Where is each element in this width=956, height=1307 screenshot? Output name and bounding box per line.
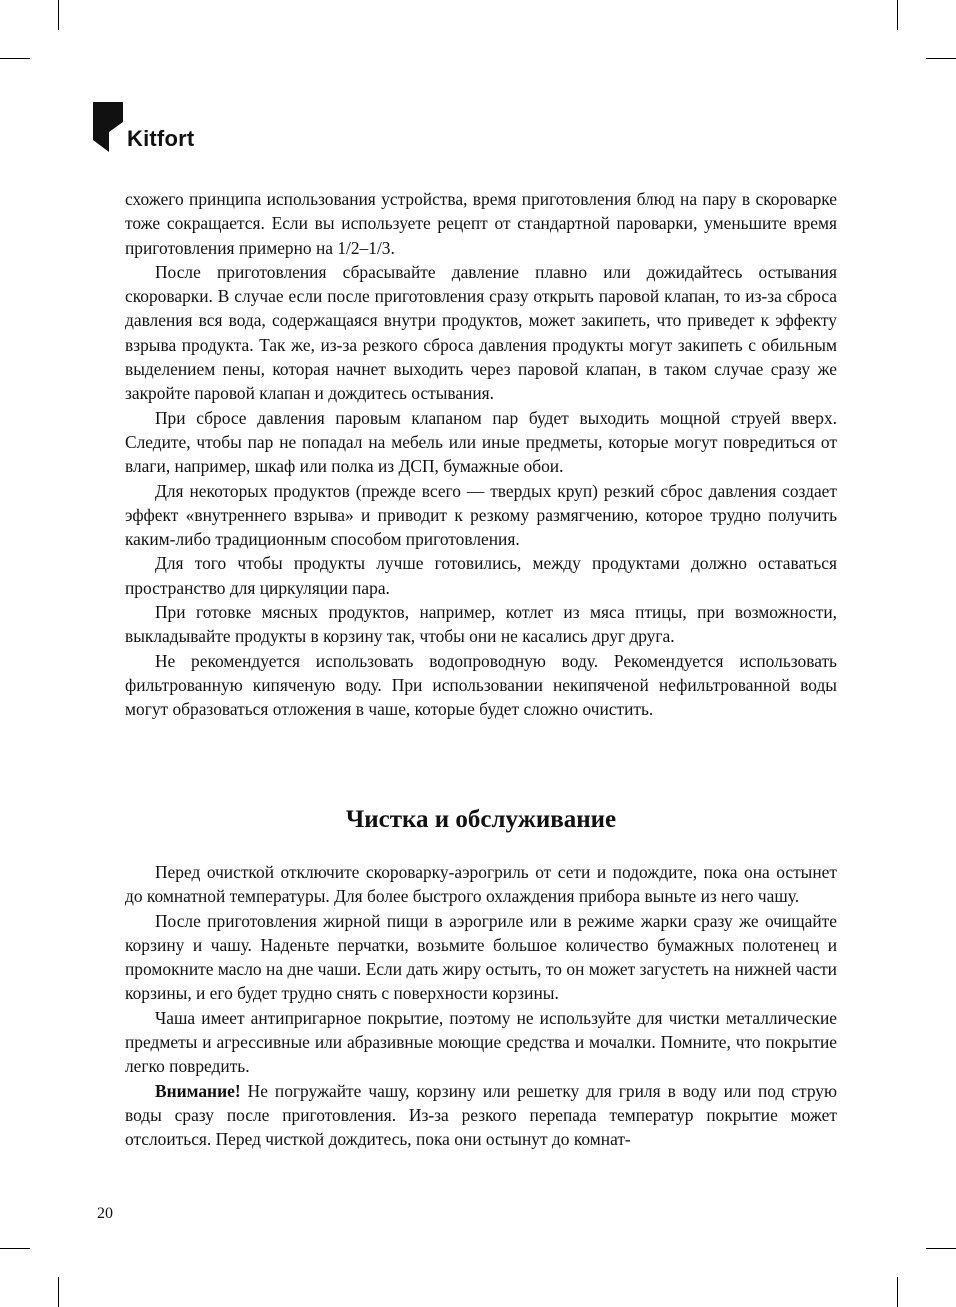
paragraph: При сбросе давления паровым клапаном пар будет выходить мощной струей вверх. Следите, чтобы пар не попадал на мебель или иные предметы, которые могут повредиться от влаги, например, шкаф или полка из ДСП, бумажные обои.: [125, 407, 837, 477]
kitfort-logo-icon: [93, 102, 131, 152]
paragraph: схожего принципа использования устройства, время приготовления блюд на пару в скороварке тоже сокращается. Если вы используете рецепт от стандартной пароварки, уменьшите время приготовления примерно на 1/2–1/3.: [125, 189, 837, 258]
crop-mark: [897, 0, 898, 30]
paragraph: Не рекомендуется использовать водопроводную воду. Рекомендуется использовать фильтрованную кипяченую воду. При использовании некипяченой нефильтрованной воды могут образоваться отложения в чаше, которые будет сложно очистить.: [125, 650, 837, 720]
paragraph: При готовке мясных продуктов, например, котлет из мяса птицы, при возможности, выкладывайте продукты в корзину так, чтобы они не касались друг друга.: [125, 602, 837, 647]
warning-paragraph: [125, 1079, 837, 1152]
crop-mark: [58, 0, 59, 30]
brand-logo: [93, 102, 194, 152]
brand-name: Kitfort: [127, 126, 195, 151]
intro-text: [125, 187, 837, 722]
warning-text: Не погружайте чашу, корзину или решетку для гриля в воду или под струю воды сразу после приготовления. Из-за резкого перепада температур покрытие может отслоиться. Перед чисткой дождитесь, пока они остынут до комнат-: [125, 1080, 837, 1150]
crop-mark: [0, 1248, 30, 1249]
paragraph: Чаша имеет антипригарное покрытие, поэтому не используйте для чистки металлические предметы и агрессивные или абразивные моющие средства и мочалки. Помните, что покрытие легко повредить.: [125, 1007, 837, 1077]
crop-mark: [926, 58, 956, 59]
crop-mark: [897, 1277, 898, 1307]
crop-mark: [926, 1248, 956, 1249]
paragraph: Для того чтобы продукты лучше готовились, между продуктами должно оставаться пространство для циркуляции пара.: [125, 553, 837, 598]
paragraph: Для некоторых продуктов (прежде всего — твердых круп) резкий сброс давления создает эффект «внутреннего взрыва» и приводит к резкому размягчению, которое трудно получить каким-либо традиционным способом приготовления.: [125, 480, 837, 550]
warning-label: Внимание!: [155, 1080, 241, 1101]
paragraph: После приготовления сбрасывайте давление плавно или дожидайтесь остывания скороварки. В случае если после приготовления сразу открыть паровой клапан, то из-за сброса давления вся вода, содержащаяся внутри продуктов, может закипеть, что приведет к эффекту взрыва продукта. Так же, из-за резкого сброса давления продукты могут закипеть с обильным выделением пены, которая начнет выходить через паровой клапан, в таком случае сразу же закройте паровой клапан и дождитесь остывания.: [125, 261, 837, 404]
crop-mark: [58, 1277, 59, 1307]
paragraph: Перед очисткой отключите скороварку-аэрогриль от сети и подождите, пока она остынет до комнатной температуры. Для более быстрого охлаждения прибора выньте из него чашу.: [125, 862, 837, 907]
paragraph: После приготовления жирной пищи в аэрогриле или в режиме жарки сразу же очищайте корзину и чашу. Наденьте перчатки, возьмите большое количество бумажных полотенец и промокните масло на дне чаши. Если дать жиру остыть, то он может загустеть на нижней части корзины, и его будет трудно снять с поверхности корзины.: [125, 910, 837, 1004]
page-number: 20: [97, 1205, 113, 1222]
section-text: [125, 860, 837, 1152]
section-title: Чистка и обслуживание: [345, 806, 617, 833]
crop-mark: [0, 58, 30, 59]
